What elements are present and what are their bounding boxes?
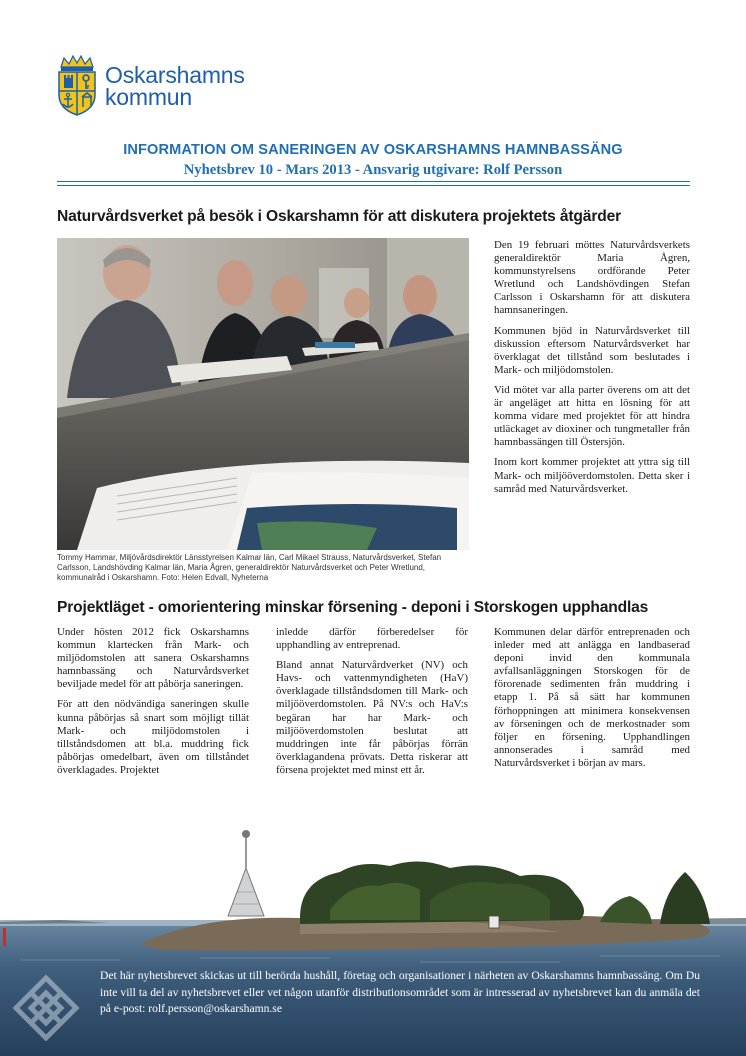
article-1-text xyxy=(494,239,690,496)
article-2-column-3 xyxy=(494,626,690,770)
logo-line-1: Oskarshamns xyxy=(105,62,245,88)
article-2-headline: Projektläget - omorientering minskar försening - deponi i Storskogen upphandlas xyxy=(57,599,649,616)
meeting-photo xyxy=(57,238,469,550)
masthead-rule-bottom xyxy=(57,185,690,186)
meeting-photo-illustration xyxy=(57,238,469,550)
article-1-paragraph: Kommunen bjöd in Naturvårdsverket till diskussion eftersom Naturvårdsverket har överklagat det tillstånd som beslutades i Mark- och miljödomstolen. xyxy=(494,324,690,376)
article-2-paragraph: inledde därför förberedelser för upphandling av entreprenad. xyxy=(276,626,468,652)
harbour-island-illustration xyxy=(0,820,746,1056)
article-2-paragraph: Kommunen delar därför entreprenaden och inleder med att anlägga en landbaserad deponi invid den kommunala avfallsanläggningen Storskogen för de förorenade sedimenten från muddring i etapp 1. På så sätt har kommunen förhoppningen att minimera konsekvensen av förseningen och de merkostnader som följer en försening. Upphandlingen annonserades i samråd med Naturvårdsverket i början av mars. xyxy=(494,626,690,769)
photo-caption: Tommy Hammar, Miljövårdsdirektör Länsstyrelsen Kalmar län, Carl Mikael Strauss, Naturvårdsverket, Stefan Carlsson, Landshövding Kalmar län, Maria Ågren, generaldirektör Naturvårdsverket och Peter Wretlund, kommunalråd i Oskarshamn. Foto: Helen Edvall, Nyheterna xyxy=(57,553,442,583)
masthead-rule-top xyxy=(57,181,690,182)
article-1-headline: Naturvårdsverket på besök i Oskarshamn för att diskutera projektets åtgärder xyxy=(57,208,622,225)
newsletter-title: INFORMATION OM SANERINGEN AV OSKARSHAMNS HAMNBASSÄNG xyxy=(123,142,623,158)
knot-pattern-icon xyxy=(6,968,86,1048)
logo-wordmark xyxy=(105,64,245,108)
newsletter-issue-line: Nyhetsbrev 10 - Mars 2013 - Ansvarig utgivare: Rolf Persson xyxy=(183,162,563,178)
logo-line-2: kommun xyxy=(105,84,192,110)
article-2-paragraph: Bland annat Naturvårdverket (NV) och Havs- och vattenmyndigheten (HaV) överklagade tillståndsdomen till Mark- och miljööverdomstolen. På NV:s och HaV:s begäran har har Mark- och miljööverdomstolen beslutat att muddringen inte får påbörjas förrän överklagandena prövats. Detta riskerar att försena projektet med minst ett år. xyxy=(276,659,468,776)
article-1-paragraph: Inom kort kommer projektet att yttra sig till Mark- och miljööverdomstolen. Detta sker i samråd med Naturvårdsverket. xyxy=(494,456,690,495)
article-2-paragraph: Under hösten 2012 fick Oskarshamns kommun klartecken från Mark- och miljödomstolen att sanera Oskarshamns hamnbassäng och Naturvårdsverket beviljade medel för att påbörja saneringen. xyxy=(57,626,249,691)
article-2-column-2 xyxy=(276,626,468,777)
article-1-paragraph: Den 19 februari möttes Naturvårdsverkets generaldirektör Maria Ågren, kommunstyrelsens ordförande Peter Wretlund och Landshövdingen Stefan Carlsson i Oskarshamn för att diskutera hamnsaneringen. xyxy=(494,239,690,317)
coat-of-arms-icon xyxy=(56,55,98,117)
harbour-footer-image xyxy=(0,820,746,1056)
article-2-paragraph: För att den nödvändiga saneringen skulle kunna påbörjas så snart som möjligt tillät Mark- och miljödomstolen i tillståndsdomen att bl.a. muddring fick påbörjas omedelbart, även om tillståndet överklagades. Projektet xyxy=(57,698,249,776)
municipality-logo xyxy=(56,55,276,117)
article-2-column-1 xyxy=(57,626,249,777)
article-1-paragraph: Vid mötet var alla parter överens om att det är angeläget att hitta en lösning för att komma vidare med projektet för att hindra utläckaget av dioxiner och tungmetaller från hamnbassängen till Östersjön. xyxy=(494,383,690,449)
unsubscribe-notice: Det här nyhetsbrevet skickas ut till berörda hushåll, företag och organisationer i närheten av Oskarshamns hamnbassäng. Om Du inte vill ta del av nyhetsbrevet eller vet någon utanför distributionsområdet som är intresserad av nyhetsbrevet kan du anmäla det på e-post: rolf.persson@oskarshamn.se xyxy=(100,969,700,1016)
